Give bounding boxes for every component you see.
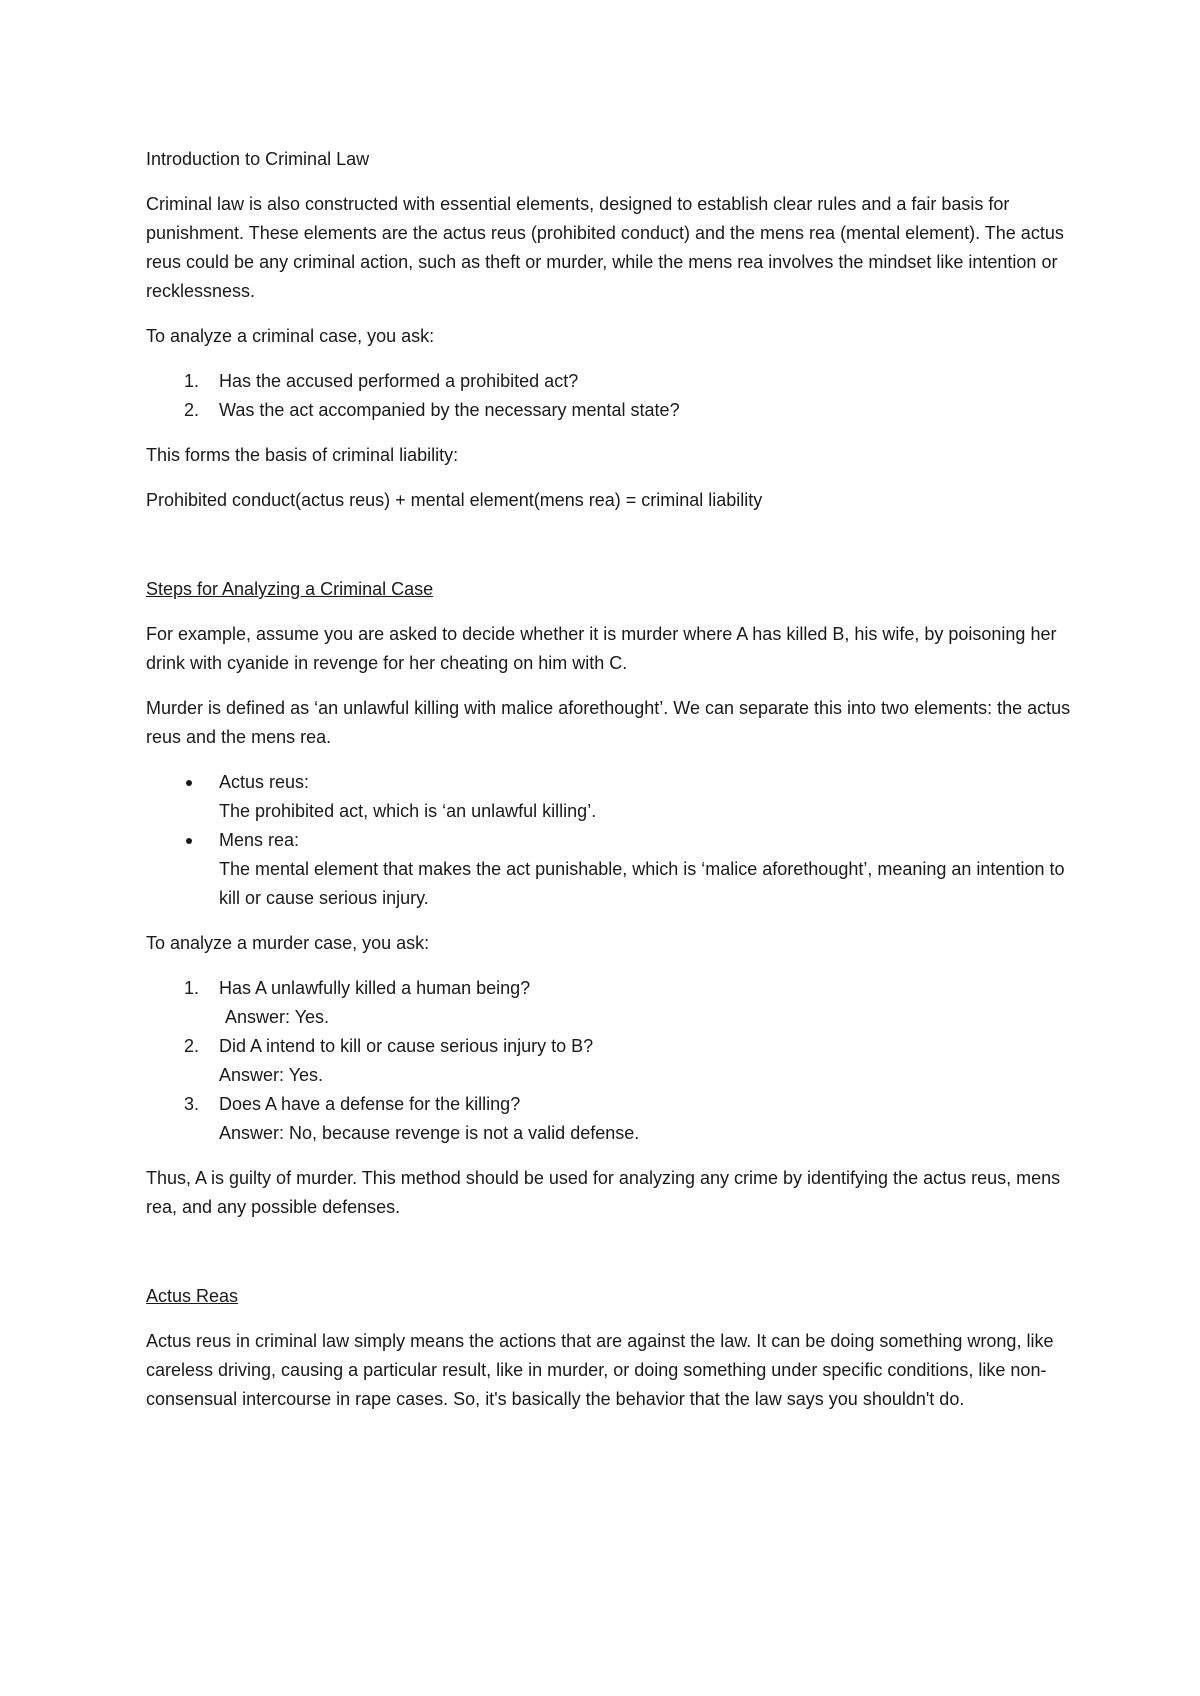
list-number: 2. (184, 1036, 200, 1056)
section-spacer (146, 1238, 1076, 1282)
document-title: Introduction to Criminal Law (146, 149, 370, 169)
list-number: 1. (184, 371, 200, 391)
conclusion-paragraph: Thus, A is guilty of murder. This method should be used for analyzing any crime by identifying the actus reus, mens rea, and any possible defenses. (146, 1168, 1061, 1217)
list-item (146, 1090, 1076, 1148)
analyze-prompt: To analyze a criminal case, you ask: (146, 326, 435, 346)
actus-heading: Actus Reas (146, 1286, 239, 1306)
elements-list (146, 768, 1076, 913)
answer-text: Answer: Yes. (225, 1007, 330, 1027)
question-text: Has A unlawfully killed a human being? (219, 978, 531, 998)
list-item (146, 367, 1076, 396)
answer-text: Answer: Yes. (219, 1065, 324, 1085)
list-number: 3. (184, 1094, 200, 1114)
intro-paragraph: Criminal law is also constructed with essential elements, designed to establish clear rules and a fair basis for punishment. These elements are the actus reus (prohibited conduct) and the mens rea (mental element). The actus reus could be any criminal action, such as theft or murder, while the mens rea involves the mindset like intention or recklessness. (146, 194, 1064, 301)
question-text: Did A intend to kill or cause serious injury to B? (219, 1036, 594, 1056)
list-item (146, 1032, 1076, 1090)
bullet-icon (186, 838, 192, 844)
list-number: 1. (184, 978, 200, 998)
murder-definition: Murder is defined as ‘an unlawful killing with malice aforethought’. We can separate this into two elements: the actus reus and the mens rea. (146, 698, 1071, 747)
element-label: Mens rea: (219, 830, 300, 850)
example-paragraph: For example, assume you are asked to decide whether it is murder where A has killed B, his wife, by poisoning her drink with cyanide in revenge for her cheating on him with C. (146, 624, 1057, 673)
analyze-list (146, 367, 1076, 425)
section-spacer (146, 531, 1076, 575)
list-item-text: Has the accused performed a prohibited act? (219, 371, 579, 391)
murder-questions-list (146, 974, 1076, 1148)
steps-heading: Steps for Analyzing a Criminal Case (146, 579, 434, 599)
element-detail: The prohibited act, which is ‘an unlawful killing’. (219, 801, 597, 821)
answer-text: Answer: No, because revenge is not a valid defense. (219, 1123, 640, 1143)
bullet-icon (186, 780, 192, 786)
list-item (146, 768, 1076, 826)
list-item (146, 826, 1076, 913)
question-text: Does A have a defense for the killing? (219, 1094, 521, 1114)
list-item (146, 974, 1076, 1032)
element-detail: The mental element that makes the act punishable, which is ‘malice aforethought’, meaning an intention to kill or cause serious injury. (219, 859, 1065, 908)
document-body (146, 145, 1076, 1430)
murder-prompt: To analyze a murder case, you ask: (146, 933, 430, 953)
list-item-text: Was the act accompanied by the necessary mental state? (219, 400, 680, 420)
actus-paragraph: Actus reus in criminal law simply means the actions that are against the law. It can be doing something wrong, like careless driving, causing a particular result, like in murder, or doing something under specific conditions, like non-consensual intercourse in rape cases. So, it's basically the behavior that the law says you shouldn't do. (146, 1331, 1054, 1409)
liability-formula: Prohibited conduct(actus reus) + mental element(mens rea) = criminal liability (146, 490, 763, 510)
list-number: 2. (184, 400, 200, 420)
liability-intro: This forms the basis of criminal liability: (146, 445, 459, 465)
list-item (146, 396, 1076, 425)
element-label: Actus reus: (219, 772, 310, 792)
